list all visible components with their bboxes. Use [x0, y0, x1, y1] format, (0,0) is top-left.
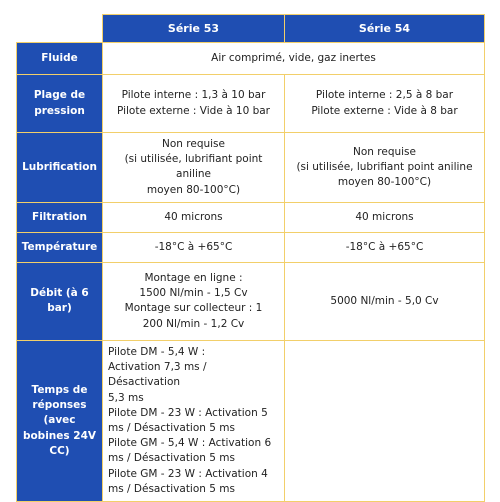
temps-53-line-1: Pilote DM - 5,4 W :	[108, 345, 206, 358]
temperature-serie-53: -18°C à +65°C	[103, 232, 285, 262]
temperature-serie-54: -18°C à +65°C	[285, 232, 485, 262]
plage-53-line-2: Pilote externe : Vide à 10 bar	[116, 104, 271, 117]
lubrification-serie-53	[103, 133, 285, 203]
lubrification-serie-54	[285, 133, 485, 203]
debit-53-line-4: 200 Nl/min - 1,2 Cv	[142, 317, 245, 330]
plage-54-line-2: Pilote externe : Vide à 8 bar	[311, 104, 458, 117]
lub-54-line-3: moyen 80-100°C)	[337, 176, 432, 189]
temps-53-line-4: Pilote DM - 23 W : Activation 5	[108, 406, 268, 419]
temps-53-line-7: ms / Désactivation 5 ms	[108, 452, 235, 465]
plage-53-line-1: Pilote interne : 1,3 à 10 bar	[121, 89, 266, 102]
row-filtration	[17, 202, 485, 232]
lub-53-line-1: Non requise	[162, 138, 225, 150]
row-plage-pression	[17, 75, 485, 133]
debit-53-line-2: 1500 Nl/min - 1,5 Cv	[139, 287, 248, 300]
temps-serie-54	[285, 340, 485, 501]
header-serie-54: Série 54	[285, 15, 485, 43]
lub-53-line-3: moyen 80-100°C)	[146, 183, 241, 196]
lub-53-line-2: (si utilisée, lubrifiant point aniline	[124, 153, 263, 181]
row-temps-reponses	[17, 340, 485, 501]
label-filtration: Filtration	[17, 202, 103, 232]
row-debit	[17, 262, 485, 340]
debit-serie-53	[103, 262, 285, 340]
temps-serie-53	[103, 340, 285, 501]
label-debit: Débit (à 6 bar)	[17, 262, 103, 340]
temps-53-line-3: 5,3 ms	[108, 391, 144, 404]
spec-table	[16, 14, 485, 502]
temps-53-line-2: Activation 7,3 ms / Désactivation	[108, 361, 207, 389]
corner-cell	[17, 15, 103, 43]
plage-serie-54	[285, 75, 485, 133]
filtration-serie-54: 40 microns	[285, 202, 485, 232]
plage-serie-53	[103, 75, 285, 133]
row-temperature	[17, 232, 485, 262]
label-temperature: Température	[17, 232, 103, 262]
plage-54-line-1: Pilote interne : 2,5 à 8 bar	[315, 89, 454, 102]
row-lubrification	[17, 133, 485, 203]
label-lubrification: Lubrification	[17, 133, 103, 203]
temps-53-line-6: Pilote GM - 5,4 W : Activation 6	[108, 437, 272, 450]
value-fluide: Air comprimé, vide, gaz inertes	[103, 43, 485, 75]
temps-53-line-5: ms / Désactivation 5 ms	[108, 421, 235, 434]
lub-54-line-1: Non requise	[353, 145, 416, 158]
debit-53-line-1: Montage en ligne :	[144, 271, 243, 284]
label-temps-reponses: Temps de réponses (avec bobines 24V CC)	[17, 340, 103, 501]
label-fluide: Fluide	[17, 43, 103, 75]
label-plage-pression: Plage de pression	[17, 75, 103, 133]
filtration-serie-53: 40 microns	[103, 202, 285, 232]
debit-serie-54: 5000 Nl/min - 5,0 Cv	[285, 262, 485, 340]
row-fluide	[17, 43, 485, 75]
lub-54-line-2: (si utilisée, lubrifiant point aniline	[296, 160, 473, 173]
temps-53-line-8: Pilote GM - 23 W : Activation 4	[108, 467, 268, 480]
debit-53-line-3: Montage sur collecteur : 1	[124, 302, 263, 315]
header-serie-53: Série 53	[103, 15, 285, 43]
temps-53-line-9: ms / Désactivation 5 ms	[108, 482, 235, 495]
